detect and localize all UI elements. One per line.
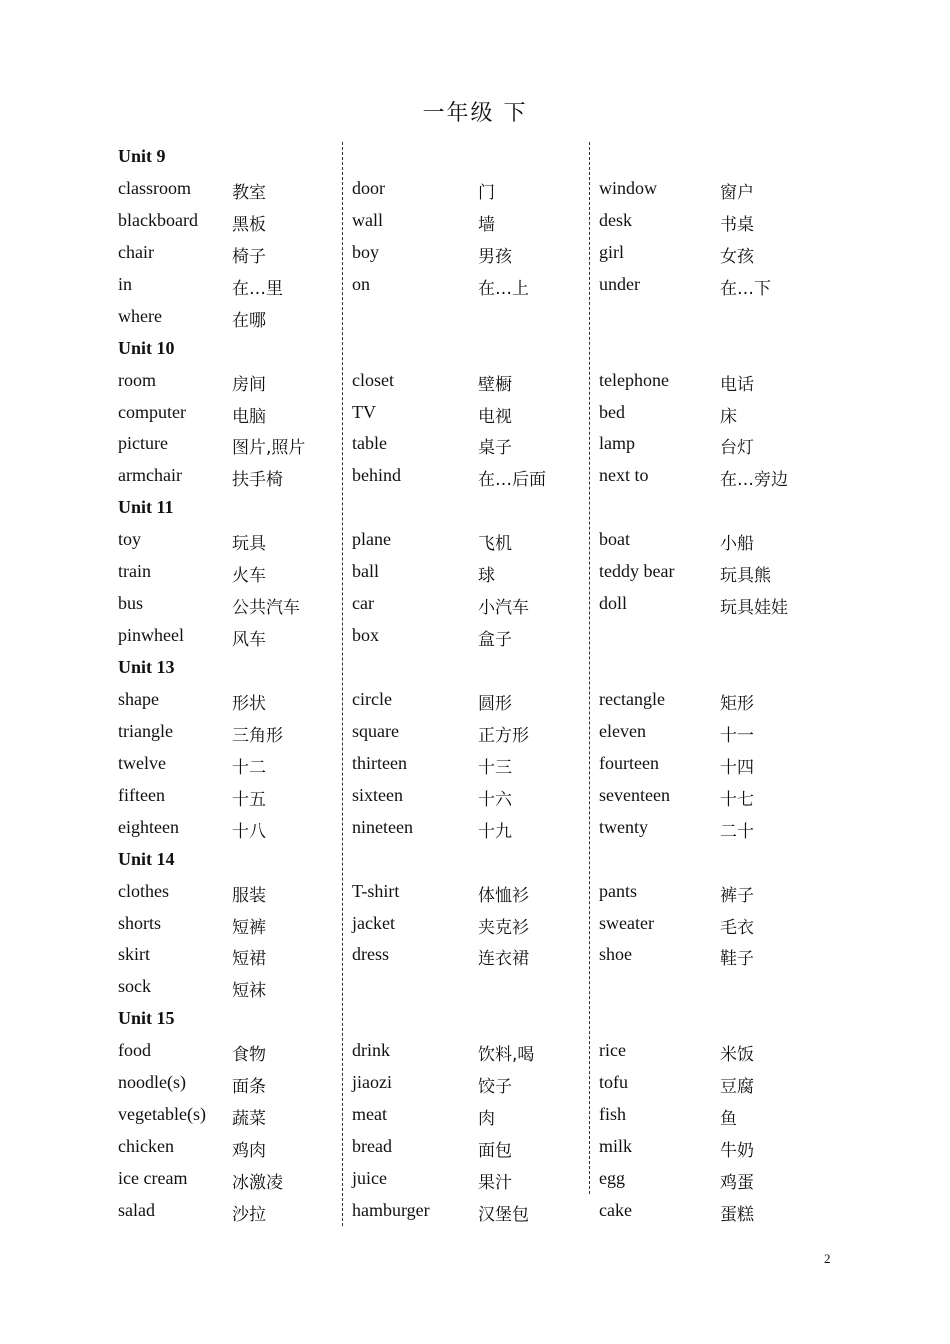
english-word: chicken <box>118 1136 174 1157</box>
chinese-meaning: 男孩 <box>478 246 512 267</box>
english-word: wall <box>352 209 383 230</box>
english-word: clothes <box>118 880 169 901</box>
english-word: seventeen <box>599 784 670 805</box>
chinese-meaning: 短裤 <box>232 917 266 938</box>
english-word: food <box>118 1040 151 1061</box>
english-word: noodle(s) <box>118 1072 186 1093</box>
chinese-meaning: 十二 <box>232 757 266 778</box>
english-word: box <box>352 625 379 646</box>
chinese-meaning: 正方形 <box>478 725 529 746</box>
english-word: shape <box>118 688 159 709</box>
vocab-row <box>0 909 950 941</box>
chinese-meaning: 短袜 <box>232 981 266 1002</box>
english-word: fish <box>599 1104 626 1125</box>
chinese-meaning: 三角形 <box>232 725 283 746</box>
english-word: thirteen <box>352 752 407 773</box>
english-word: closet <box>352 369 394 390</box>
vocab-row <box>0 1036 950 1068</box>
unit-heading: Unit 13 <box>118 657 175 677</box>
english-word: boat <box>599 529 630 550</box>
chinese-meaning: 十三 <box>478 757 512 778</box>
english-word: boy <box>352 241 379 262</box>
english-word: vegetable(s) <box>118 1104 206 1125</box>
english-word: window <box>599 177 657 198</box>
vocab-row <box>0 940 950 972</box>
chinese-meaning: 面条 <box>232 1077 266 1098</box>
chinese-meaning: 十四 <box>720 757 754 778</box>
english-word: telephone <box>599 369 669 390</box>
chinese-meaning: 在…后面 <box>478 470 546 491</box>
english-word: train <box>118 561 151 582</box>
chinese-meaning: 肉 <box>478 1109 495 1130</box>
vocab-row <box>0 461 950 493</box>
chinese-meaning: 十五 <box>232 789 266 810</box>
chinese-meaning: 形状 <box>232 693 266 714</box>
vocab-row <box>0 972 950 1004</box>
english-word: sock <box>118 976 151 997</box>
vocab-row <box>0 589 950 621</box>
vocab-row <box>0 1132 950 1164</box>
chinese-meaning: 小汽车 <box>478 598 529 619</box>
chinese-meaning: 在哪 <box>232 310 266 331</box>
chinese-meaning: 十八 <box>232 821 266 842</box>
chinese-meaning: 米饭 <box>720 1045 754 1066</box>
english-word: cake <box>599 1199 632 1220</box>
unit-heading-row <box>0 1004 950 1036</box>
unit-heading-row <box>0 334 950 366</box>
vocab-row <box>0 238 950 270</box>
english-word: drink <box>352 1040 390 1061</box>
chinese-meaning: 图片,照片 <box>232 438 306 459</box>
unit-heading: Unit 10 <box>118 337 175 358</box>
vocab-row <box>0 302 950 334</box>
page-number: 2 <box>824 1251 831 1266</box>
chinese-meaning: 圆形 <box>478 693 512 714</box>
english-word: rice <box>599 1040 626 1061</box>
vocab-row <box>0 525 950 557</box>
unit-heading-row <box>0 845 950 877</box>
chinese-meaning: 在…旁边 <box>720 470 788 491</box>
chinese-meaning: 桌子 <box>478 438 512 459</box>
chinese-meaning: 电视 <box>478 406 512 427</box>
vocab-row <box>0 1164 950 1196</box>
english-word: twenty <box>599 816 648 837</box>
chinese-meaning: 毛衣 <box>720 917 754 938</box>
english-word: where <box>118 305 162 326</box>
english-word: skirt <box>118 944 151 965</box>
chinese-meaning: 食物 <box>232 1045 266 1066</box>
vocab-row <box>0 270 950 302</box>
english-word: picture <box>118 433 168 454</box>
chinese-meaning: 体恤衫 <box>478 885 529 906</box>
page-title: 一年级 下 <box>422 101 528 126</box>
chinese-meaning: 夹克衫 <box>478 917 529 938</box>
vocab-row <box>0 206 950 238</box>
english-word: hamburger <box>352 1199 430 1220</box>
chinese-meaning: 短裙 <box>232 949 266 970</box>
english-word: square <box>352 720 399 741</box>
chinese-meaning: 矩形 <box>720 693 754 714</box>
english-word: juice <box>352 1168 387 1188</box>
chinese-meaning: 盒子 <box>478 630 512 651</box>
english-word: pants <box>599 880 637 901</box>
english-word: TV <box>352 401 376 422</box>
english-word: bus <box>118 593 144 614</box>
english-word: room <box>118 369 156 390</box>
english-word: twelve <box>118 752 166 773</box>
chinese-meaning: 床 <box>720 406 737 427</box>
english-word: armchair <box>118 465 182 486</box>
vocab-row <box>0 1196 950 1228</box>
english-word: table <box>352 433 387 454</box>
english-word: girl <box>599 241 624 262</box>
english-word: jacket <box>352 912 395 933</box>
english-word: milk <box>599 1136 633 1157</box>
unit-heading: Unit 9 <box>118 146 166 166</box>
chinese-meaning: 十九 <box>478 821 512 842</box>
chinese-meaning: 十六 <box>478 789 512 810</box>
chinese-meaning: 鞋子 <box>720 949 754 970</box>
unit-heading-row <box>0 493 950 525</box>
english-word: ice cream <box>118 1168 188 1188</box>
chinese-meaning: 台灯 <box>720 438 754 459</box>
english-word: doll <box>599 593 628 614</box>
vocabulary-list <box>0 142 950 1228</box>
english-word: dress <box>352 944 389 965</box>
chinese-meaning: 玩具 <box>232 534 266 555</box>
chinese-meaning: 蔬菜 <box>232 1109 266 1130</box>
vocab-row <box>0 813 950 845</box>
english-word: nineteen <box>352 816 413 837</box>
chinese-meaning: 教室 <box>232 182 266 203</box>
english-word: door <box>352 177 385 198</box>
english-word: toy <box>118 529 142 550</box>
vocab-row <box>0 685 950 717</box>
vocab-row <box>0 366 950 398</box>
chinese-meaning: 蛋糕 <box>720 1204 754 1225</box>
unit-heading-row <box>0 653 950 685</box>
english-word: computer <box>118 401 186 422</box>
chinese-meaning: 十七 <box>720 789 754 810</box>
chinese-meaning: 墙 <box>478 214 495 235</box>
vocab-row <box>0 877 950 909</box>
english-word: salad <box>118 1199 155 1220</box>
vocab-row <box>0 1068 950 1100</box>
vocab-row <box>0 398 950 430</box>
english-word: under <box>599 273 640 294</box>
vocab-row <box>0 557 950 589</box>
chinese-meaning: 黑板 <box>232 214 266 235</box>
chinese-meaning: 汉堡包 <box>478 1204 529 1225</box>
english-word: bread <box>352 1136 392 1157</box>
chinese-meaning: 冰激凌 <box>232 1173 283 1193</box>
vocab-row <box>0 1100 950 1132</box>
chinese-meaning: 女孩 <box>720 246 754 267</box>
unit-heading-row <box>0 142 950 174</box>
chinese-meaning: 玩具熊 <box>720 566 771 587</box>
english-word: behind <box>352 465 401 486</box>
vocab-row <box>0 621 950 653</box>
chinese-meaning: 鸡肉 <box>232 1141 266 1162</box>
english-word: meat <box>352 1104 387 1125</box>
english-word: eleven <box>599 720 646 741</box>
english-word: jiaozi <box>352 1072 392 1093</box>
english-word: triangle <box>118 720 173 741</box>
vocab-row <box>0 174 950 206</box>
unit-heading: Unit 14 <box>118 848 175 869</box>
chinese-meaning: 壁橱 <box>478 374 512 395</box>
english-word: egg <box>599 1168 625 1188</box>
english-word: ball <box>352 561 379 582</box>
vocab-row <box>0 717 950 749</box>
english-word: T-shirt <box>352 880 400 901</box>
english-word: sixteen <box>352 784 403 805</box>
chinese-meaning: 窗户 <box>720 182 754 203</box>
english-word: plane <box>352 529 391 550</box>
chinese-meaning: 门 <box>478 182 495 203</box>
english-word: car <box>352 593 374 614</box>
english-word: tofu <box>599 1072 628 1093</box>
english-word: next to <box>599 465 649 486</box>
english-word: bed <box>599 401 625 422</box>
chinese-meaning: 公共汽车 <box>232 598 300 619</box>
chinese-meaning: 沙拉 <box>232 1204 266 1225</box>
english-word: on <box>352 273 370 294</box>
vocab-row <box>0 749 950 781</box>
english-word: lamp <box>599 433 635 454</box>
chinese-meaning: 在…上 <box>478 278 529 299</box>
chinese-meaning: 牛奶 <box>720 1141 754 1162</box>
english-word: shoe <box>599 944 632 965</box>
chinese-meaning: 饺子 <box>478 1077 512 1098</box>
chinese-meaning: 十一 <box>720 725 754 746</box>
chinese-meaning: 小船 <box>720 534 754 555</box>
english-word: sweater <box>599 912 654 933</box>
english-word: eighteen <box>118 816 179 837</box>
chinese-meaning: 房间 <box>232 374 266 395</box>
chinese-meaning: 在…下 <box>720 278 771 299</box>
chinese-meaning: 在…里 <box>232 278 283 299</box>
unit-heading: Unit 15 <box>118 1008 175 1029</box>
chinese-meaning: 连衣裙 <box>478 949 529 970</box>
chinese-meaning: 电话 <box>720 374 754 395</box>
english-word: rectangle <box>599 688 665 709</box>
english-word: in <box>118 273 133 294</box>
chinese-meaning: 风车 <box>232 630 266 651</box>
english-word: classroom <box>118 177 191 198</box>
chinese-meaning: 面包 <box>478 1141 512 1162</box>
english-word: circle <box>352 688 392 709</box>
chinese-meaning: 球 <box>478 566 495 587</box>
english-word: teddy bear <box>599 561 675 582</box>
english-word: fifteen <box>118 784 165 805</box>
chinese-meaning: 椅子 <box>232 246 266 267</box>
vocab-row <box>0 429 950 461</box>
chinese-meaning: 鱼 <box>720 1109 737 1130</box>
english-word: pinwheel <box>118 625 184 646</box>
chinese-meaning: 裤子 <box>720 885 754 906</box>
chinese-meaning: 书桌 <box>720 214 754 235</box>
chinese-meaning: 饮料,喝 <box>478 1045 535 1066</box>
english-word: blackboard <box>118 209 198 230</box>
chinese-meaning: 二十 <box>720 821 754 842</box>
english-word: chair <box>118 241 154 262</box>
chinese-meaning: 豆腐 <box>720 1077 754 1098</box>
english-word: desk <box>599 209 632 230</box>
chinese-meaning: 玩具娃娃 <box>720 598 788 619</box>
chinese-meaning: 果汁 <box>478 1173 512 1193</box>
chinese-meaning: 扶手椅 <box>232 470 283 491</box>
chinese-meaning: 电脑 <box>232 406 266 427</box>
chinese-meaning: 火车 <box>232 566 266 587</box>
chinese-meaning: 鸡蛋 <box>720 1173 754 1193</box>
english-word: fourteen <box>599 752 659 773</box>
chinese-meaning: 服装 <box>232 885 266 906</box>
chinese-meaning: 飞机 <box>478 534 512 555</box>
english-word: shorts <box>118 912 162 933</box>
unit-heading: Unit 11 <box>118 497 174 518</box>
vocab-row <box>0 781 950 813</box>
